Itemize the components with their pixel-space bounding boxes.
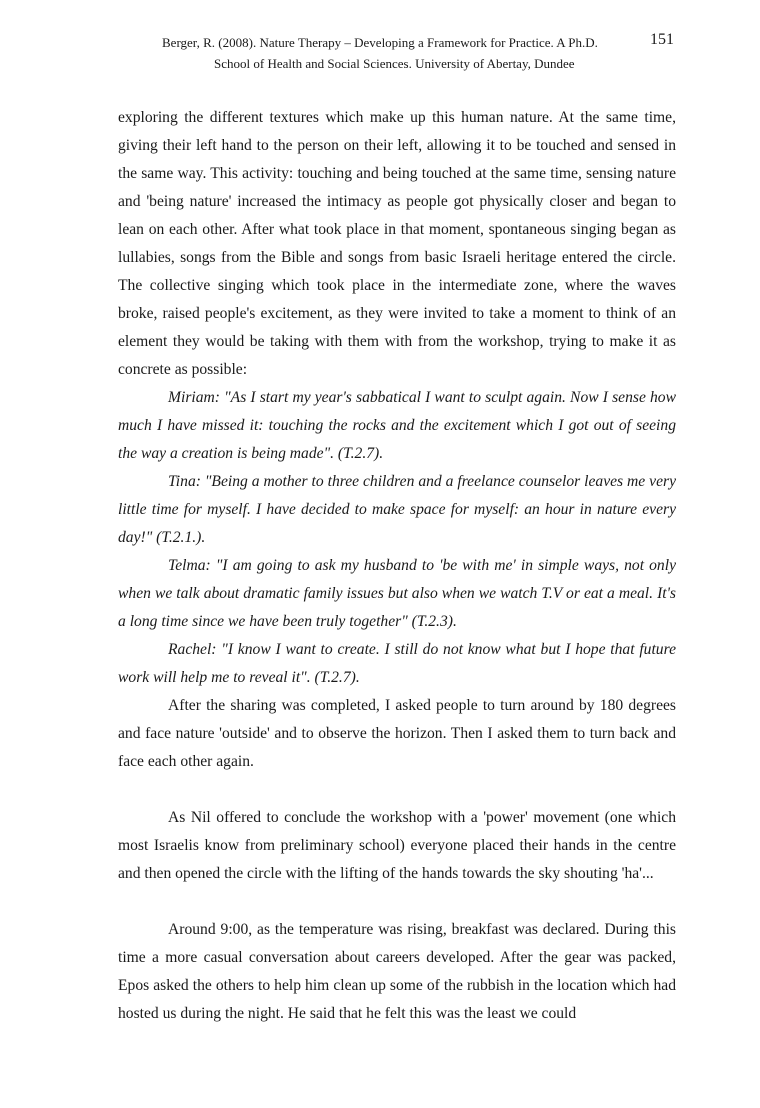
quote-text: "I am going to ask my husband to 'be with me' in simple ways, not only when we talk about dramatic family issues but also when we watch T.V or eat a meal. It's a long time since we have been truly together" (T.2.3).	[118, 557, 676, 630]
body-paragraph: After the sharing was completed, I asked people to turn around by 180 degrees and face nature 'outside' and to observe the horizon. Then I asked them to turn back and face each other again.	[118, 697, 676, 770]
body-paragraph: As Nil offered to conclude the workshop with a 'power' movement (one which most Israelis know from preliminary school) everyone placed their hands in the centre and then opened the circle with the lifting of the hands towards the sky shouting 'ha'...	[118, 809, 676, 882]
document-body	[118, 104, 676, 1028]
quote-miriam	[118, 384, 676, 468]
quote-speaker: Telma:	[168, 557, 211, 574]
body-paragraph: exploring the different textures which make up this human nature. At the same time, giving their left hand to the person on their left, allowing it to be touched and sensed in the same way. This activity: touching and being touched at the same time, sensing nature and 'being nature' increased the intimacy as people got physically closer and began to lean on each other. After what took place in that moment, spontaneous singing began as lullabies, songs from the Bible and songs from basic Israeli heritage entered the circle. The collective singing which took place in the intermediate zone, where the waves broke, raised people's excitement, as they were invited to take a moment to think of an element they would be taking with them with from the workshop, trying to make it as concrete as possible:	[118, 109, 676, 378]
quote-tina	[118, 468, 676, 552]
quote-speaker: Miriam:	[168, 389, 220, 406]
quote-telma	[118, 552, 676, 636]
header-institution: School of Health and Social Sciences. University of Abertay, Dundee	[214, 56, 575, 71]
quote-text: "As I start my year's sabbatical I want to sculpt again. Now I sense how much I have missed it: touching the rocks and the excitement which I got out of seeing the way a creation is being made". (T.2.7).	[118, 389, 677, 462]
quote-text: "I know I want to create. I still do not know what but I hope that future work will help me to reveal it". (T.2.7).	[118, 641, 676, 686]
header-citation: Berger, R. (2008). Nature Therapy – Developing a Framework for Practice. A Ph.D.	[162, 35, 598, 50]
body-paragraph: Around 9:00, as the temperature was rising, breakfast was declared. During this time a more casual conversation about careers developed. After the gear was packed, Epos asked the others to help him clean up some of the rubbish in the location which had hosted us during the night. He said that he felt this was the least we could	[118, 921, 676, 1022]
quote-speaker: Tina:	[168, 473, 201, 490]
page-number: 151	[650, 31, 674, 48]
quote-rachel	[118, 636, 676, 692]
quote-text: "Being a mother to three children and a freelance counselor leaves me very little time for myself. I have decided to make space for myself: an hour in nature every day!" (T.2.1.).	[118, 473, 676, 546]
quote-speaker: Rachel:	[168, 641, 217, 658]
